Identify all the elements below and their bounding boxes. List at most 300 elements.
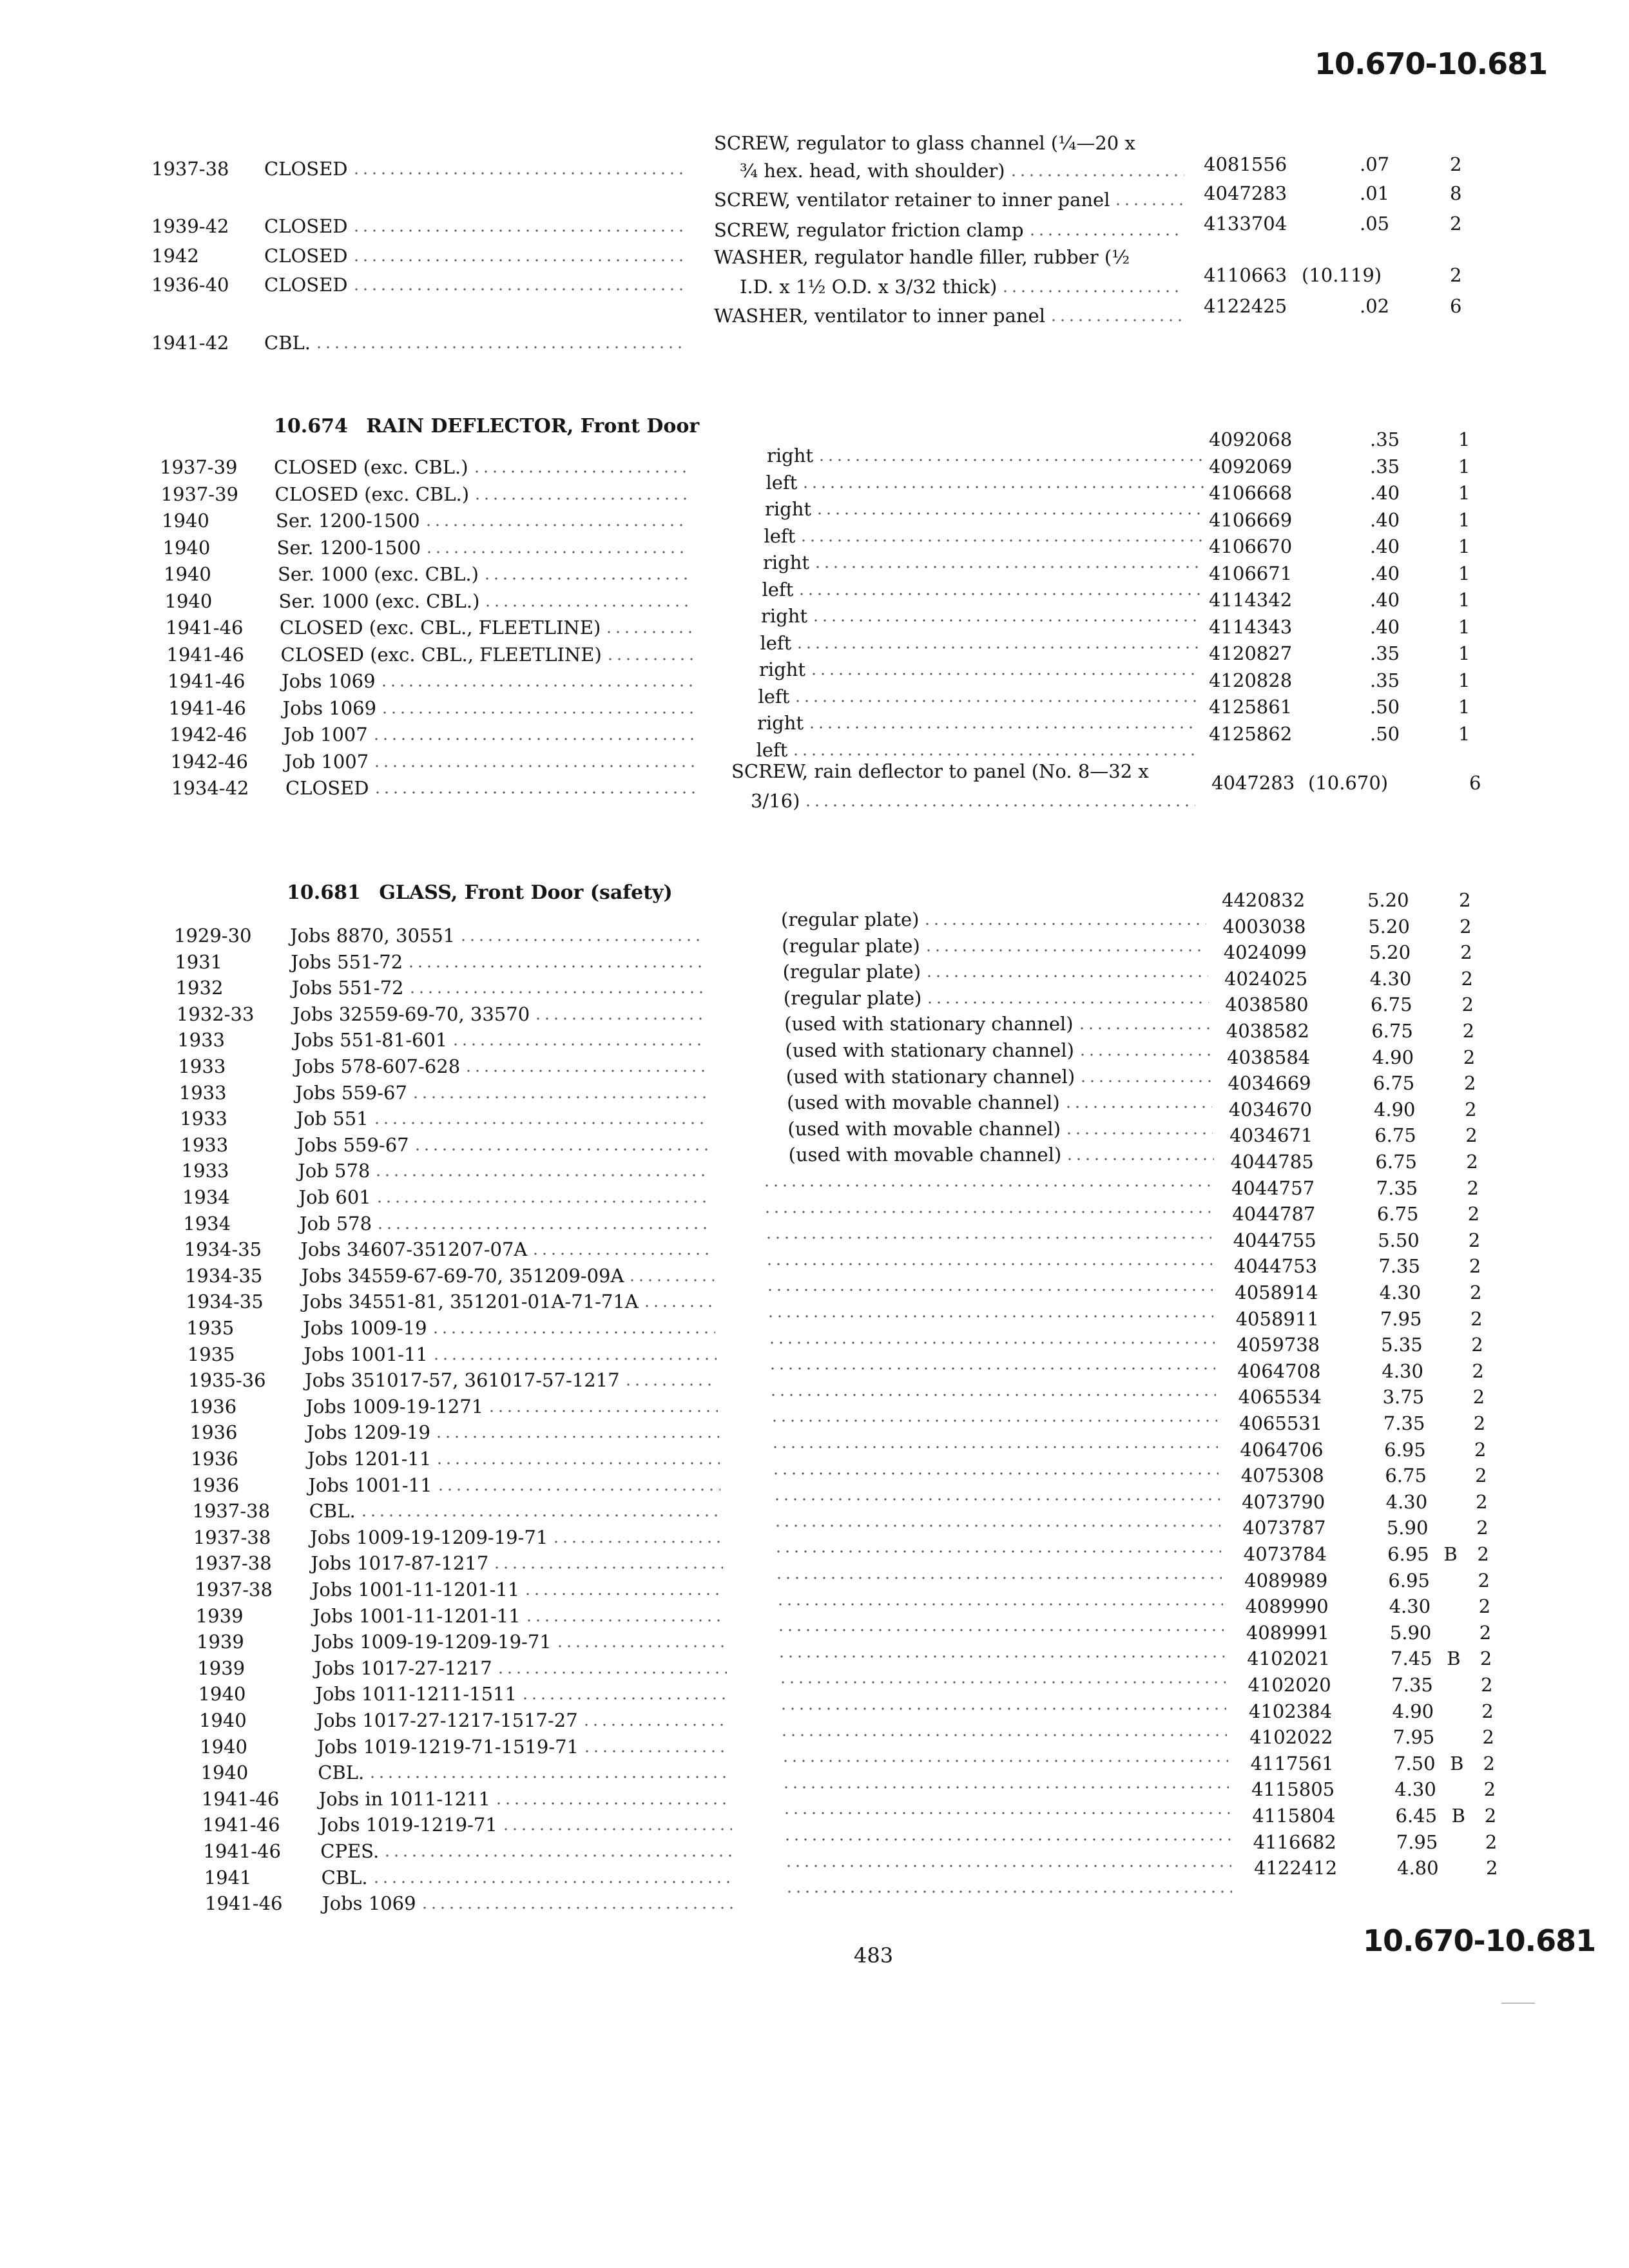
dot-leader — [431, 1331, 716, 1334]
quantity: 2 — [1470, 1307, 1483, 1330]
item-description — [714, 302, 1184, 327]
note-cell — [787, 1115, 1213, 1140]
dot-leader — [1065, 1131, 1213, 1135]
side-cell-label: right — [757, 712, 804, 734]
quantity: 1 — [1458, 615, 1470, 638]
description-cell-label: Jobs 1069 — [322, 1892, 416, 1915]
year-cell: 1937-38 — [194, 1552, 272, 1575]
year-cell: 1929-30 — [174, 925, 252, 947]
year-cell: 1934 — [182, 1186, 230, 1208]
price: 4.30 — [1394, 1778, 1436, 1801]
quantity: 2 — [1468, 1229, 1481, 1251]
dot-leader — [483, 577, 690, 581]
description-cell-label: CLOSED — [264, 215, 348, 237]
year-cell: 1941-42 — [151, 332, 229, 354]
description-cell-label: Jobs 34607-351207-07A — [300, 1238, 528, 1261]
dot-leader — [407, 965, 703, 968]
quantity: 2 — [1463, 1072, 1476, 1095]
item-description — [714, 186, 1184, 211]
price: 7.95 — [1380, 1307, 1422, 1330]
side-cell-label: right — [761, 605, 808, 627]
quantity: 2 — [1470, 1282, 1482, 1303]
note-cell — [784, 1010, 1210, 1035]
quantity: 1 — [1458, 589, 1470, 611]
b-flag: B — [1443, 1543, 1458, 1565]
part-number: 4114342 — [1209, 589, 1293, 611]
price: 4.90 — [1392, 1700, 1434, 1722]
note-leader — [769, 1481, 1220, 1506]
dot-leader — [352, 258, 683, 262]
quantity: 6 — [1469, 772, 1481, 794]
screw-description-cont-label: 3/16) — [751, 790, 800, 812]
year-cell: 1942-46 — [170, 750, 249, 773]
year-cell: 1934 — [183, 1212, 231, 1235]
part-number: 4003038 — [1222, 915, 1306, 937]
year-cell: 1940 — [164, 590, 213, 612]
description-cell — [290, 922, 702, 947]
description-cell-label: Jobs 1201-11 — [307, 1448, 432, 1470]
description-cell-label: Jobs in 1011-1211 — [318, 1787, 490, 1810]
description-cell — [312, 1576, 724, 1600]
dot-leader — [492, 1566, 723, 1570]
note-cell — [783, 958, 1208, 983]
price: 6.75 — [1385, 1465, 1427, 1487]
top-section-code: 10.670-10.681 — [1315, 46, 1548, 81]
note-cell — [786, 1063, 1211, 1088]
item-description: SCREW, regulator to glass channel (¼—20 x — [714, 132, 1135, 154]
price: 7.35 — [1376, 1177, 1418, 1199]
quantity: 2 — [1450, 153, 1462, 175]
quantity: 1 — [1458, 482, 1470, 504]
quantity: 2 — [1484, 1805, 1497, 1827]
dot-leader — [1028, 233, 1184, 236]
description-cell-label: Jobs 1001-11 — [308, 1474, 432, 1496]
description-cell — [264, 329, 683, 354]
description-cell — [284, 721, 696, 745]
part-number: 4115805 — [1251, 1778, 1335, 1801]
description-cell-label: Ser. 1200-1500 — [276, 510, 420, 532]
description-cell-label: Jobs 1001-11-1201-11 — [313, 1604, 521, 1627]
quantity: 2 — [1477, 1543, 1489, 1565]
note-leader — [764, 1325, 1215, 1349]
part-number: 4034670 — [1228, 1098, 1312, 1120]
description-cell — [317, 1733, 729, 1758]
side-cell-label: left — [760, 631, 792, 654]
description-cell-label: CPES. — [320, 1840, 380, 1862]
year-cell: 1939-42 — [151, 215, 229, 237]
dot-leader — [1001, 289, 1184, 293]
price: .50 — [1370, 722, 1400, 745]
dot-leader — [766, 1288, 1213, 1292]
dot-leader — [770, 1419, 1217, 1423]
part-number: 4133704 — [1204, 213, 1287, 235]
description-cell-label: CLOSED — [264, 245, 348, 267]
description-cell-label: Jobs 551-72 — [291, 977, 404, 999]
quantity: 2 — [1481, 1700, 1494, 1722]
price: .02 — [1360, 295, 1390, 317]
description-cell-label: Jobs 559-67 — [295, 1081, 407, 1104]
bottom-section-code: 10.670-10.681 — [1363, 1923, 1596, 1958]
description-cell-label: Jobs 1009-19-1271 — [305, 1395, 484, 1418]
dot-leader — [472, 470, 686, 474]
note-leader — [780, 1848, 1231, 1872]
year-cell: 1934-35 — [184, 1264, 263, 1287]
description-cell — [309, 1497, 722, 1522]
part-number: 4075308 — [1240, 1465, 1324, 1487]
part-number: 4065531 — [1239, 1412, 1323, 1434]
dot-leader — [552, 1540, 722, 1544]
side-cell — [765, 495, 1203, 520]
item-description-label: ¾ hex. head, with shoulder) — [740, 160, 1005, 182]
dot-leader — [771, 1445, 1218, 1449]
dot-leader — [582, 1723, 729, 1727]
price: .05 — [1360, 213, 1390, 235]
quantity: 2 — [1461, 967, 1473, 990]
year-cell: 1940 — [162, 510, 209, 532]
note-leader — [778, 1795, 1229, 1820]
description-cell — [285, 748, 697, 773]
description-cell-label: Jobs 1009-19 — [303, 1317, 427, 1339]
price: .40 — [1370, 535, 1400, 557]
description-cell-label: Job 578 — [298, 1160, 371, 1182]
description-cell — [296, 1105, 708, 1129]
description-cell — [305, 1393, 718, 1418]
part-number: 4092068 — [1209, 428, 1293, 450]
year-cell: 1940 — [198, 1709, 247, 1731]
quantity: 2 — [1478, 1595, 1491, 1618]
year-cell: 1941-46 — [166, 617, 244, 639]
description-cell — [310, 1524, 722, 1548]
quantity: 2 — [1483, 1752, 1495, 1774]
quantity: 2 — [1450, 213, 1462, 235]
dot-leader — [606, 657, 693, 661]
side-cell-label: left — [758, 685, 790, 707]
quantity: 1 — [1458, 508, 1470, 531]
dot-leader — [360, 1514, 722, 1517]
part-number: 4102022 — [1249, 1726, 1333, 1749]
dot-leader — [774, 1550, 1221, 1553]
quantity: 1 — [1458, 696, 1470, 718]
description-cell — [307, 1445, 720, 1470]
dot-leader — [434, 1435, 719, 1439]
note-leader — [778, 1769, 1229, 1794]
side-cell — [762, 576, 1200, 601]
description-cell-label: Job 1007 — [284, 724, 368, 745]
note-leader — [767, 1429, 1218, 1454]
dot-leader — [809, 672, 1197, 676]
part-number: 4073787 — [1242, 1517, 1326, 1539]
price: .40 — [1370, 482, 1400, 504]
description-cell — [320, 1838, 733, 1862]
quantity: 2 — [1471, 1334, 1483, 1356]
note-leader — [761, 1246, 1212, 1271]
quantity: 2 — [1465, 1098, 1477, 1120]
year-cell: 1939 — [197, 1631, 244, 1653]
dot-leader — [765, 1262, 1212, 1266]
price: 7.35 — [1383, 1412, 1425, 1434]
item-description-label: WASHER, ventilator to inner panel — [714, 305, 1045, 327]
quantity: 2 — [1480, 1648, 1492, 1670]
quantity: 2 — [1482, 1726, 1494, 1749]
part-number: 4059738 — [1236, 1334, 1320, 1356]
dot-leader — [1065, 1157, 1213, 1161]
part-number: 4044757 — [1231, 1177, 1315, 1199]
quantity: 8 — [1450, 182, 1462, 204]
dot-leader — [383, 1854, 733, 1858]
dot-leader — [1113, 202, 1184, 206]
side-cell-label: left — [762, 578, 794, 601]
side-cell — [766, 469, 1204, 494]
note-cell — [789, 1141, 1214, 1166]
dot-leader — [372, 764, 697, 768]
dot-leader — [473, 497, 687, 501]
section-heading: GLASS, Front Door (safety) — [379, 881, 673, 904]
dot-leader — [501, 1827, 732, 1831]
year-cell: 1939 — [197, 1657, 246, 1679]
dot-leader — [1009, 173, 1184, 177]
price: 6.75 — [1375, 1151, 1417, 1173]
year-cell: 1932 — [175, 977, 224, 999]
description-cell — [281, 641, 693, 666]
dot-leader — [380, 684, 694, 687]
price: 7.95 — [1393, 1726, 1435, 1749]
description-cell — [322, 1890, 735, 1914]
price: 4.30 — [1382, 1360, 1423, 1382]
note-leader — [773, 1612, 1224, 1637]
dot-leader — [376, 1226, 712, 1230]
description-cell-label: Jobs 1001-11-1201-11 — [311, 1579, 520, 1600]
description-cell — [314, 1655, 727, 1679]
dot-leader — [923, 922, 1206, 926]
year-cell: 1931 — [175, 950, 223, 973]
dot-leader — [763, 1210, 1210, 1214]
quantity: 2 — [1473, 1412, 1486, 1434]
description-cell — [293, 1026, 706, 1051]
note-leader — [769, 1508, 1220, 1532]
part-number: 4047283 — [1204, 182, 1287, 204]
part-number: 4106670 — [1209, 535, 1293, 557]
side-cell — [757, 736, 1195, 761]
note-cell-label: (used with stationary channel) — [786, 1065, 1075, 1088]
description-cell-label: Jobs 32559-69-70, 33570 — [293, 1003, 530, 1025]
description-cell — [313, 1628, 726, 1653]
dot-leader — [776, 1628, 1224, 1632]
year-cell: 1941-46 — [166, 643, 245, 666]
note-leader — [777, 1743, 1228, 1767]
dot-leader — [769, 1393, 1216, 1397]
screw-description-cont — [751, 787, 1195, 812]
price: 6.75 — [1376, 1203, 1419, 1225]
note-leader — [762, 1298, 1213, 1323]
description-cell-label: Jobs 1001-11 — [304, 1343, 428, 1365]
quantity: 1 — [1458, 428, 1470, 450]
year-cell: 1934-35 — [186, 1291, 264, 1313]
part-number: 4114343 — [1209, 615, 1293, 638]
description-cell — [276, 507, 688, 532]
description-cell-label: Job 1007 — [284, 750, 369, 773]
year-cell: 1937-38 — [151, 158, 229, 180]
price: 7.35 — [1378, 1255, 1420, 1278]
description-cell-label: CBL. — [318, 1762, 365, 1784]
part-number: 4047283 — [1211, 772, 1295, 794]
part-number: 4034671 — [1229, 1124, 1313, 1147]
description-cell-label: Jobs 1017-87-1217 — [311, 1552, 489, 1575]
part-number: 4044755 — [1233, 1229, 1316, 1251]
dot-leader — [368, 1775, 730, 1779]
dot-leader — [314, 345, 683, 349]
dot-leader — [781, 1759, 1228, 1763]
year-cell: 1933 — [180, 1108, 227, 1130]
year-cell: 1933 — [178, 1055, 226, 1077]
price: 4.80 — [1397, 1857, 1439, 1879]
quantity: 2 — [1472, 1386, 1485, 1408]
note-cell-label: (used with movable channel) — [787, 1091, 1060, 1114]
description-cell-label: CBL. — [309, 1500, 356, 1523]
note-leader — [762, 1272, 1213, 1296]
price: 7.45 — [1391, 1648, 1432, 1670]
section-heading: RAIN DEFLECTOR, Front Door — [366, 415, 700, 437]
note-cell-label: (regular plate) — [782, 961, 921, 983]
year-cell: 1941-46 — [202, 1814, 280, 1836]
side-cell — [763, 549, 1201, 573]
year-cell: 1933 — [178, 1081, 227, 1104]
item-description — [714, 216, 1184, 241]
description-cell — [293, 1001, 705, 1025]
year-cell: 1940 — [164, 563, 211, 585]
note-cell — [782, 932, 1207, 957]
item-description-label: SCREW, regulator friction clamp — [714, 219, 1024, 241]
description-cell-label: Job 601 — [298, 1186, 371, 1208]
description-cell-label: Jobs 551-72 — [291, 950, 403, 973]
dot-leader — [604, 630, 692, 634]
quantity: 2 — [1474, 1465, 1487, 1487]
part-number: 4106668 — [1209, 482, 1293, 504]
year-cell: 1935 — [187, 1343, 235, 1365]
dot-leader — [782, 1811, 1229, 1815]
year-cell: 1933 — [180, 1133, 229, 1156]
note-leader — [772, 1586, 1223, 1611]
side-cell-label: left — [766, 471, 798, 494]
description-cell — [303, 1314, 715, 1339]
price: .07 — [1360, 153, 1390, 175]
year-cell: 1935-36 — [188, 1369, 266, 1392]
side-cell — [757, 709, 1195, 734]
price: 6.95 — [1387, 1543, 1429, 1565]
year-cell: 1937-39 — [160, 456, 238, 478]
dot-leader — [464, 1069, 707, 1073]
description-cell-label: Jobs 1019-1219-71-1519-71 — [316, 1735, 579, 1758]
note-cell-label: (used with movable channel) — [787, 1117, 1061, 1140]
note-cell — [784, 985, 1209, 1009]
note-leader — [775, 1664, 1226, 1689]
dot-leader — [1078, 1053, 1211, 1057]
price: 6.75 — [1374, 1124, 1416, 1147]
price: (10.119) — [1302, 264, 1382, 286]
scan-mark — [1501, 2003, 1535, 2004]
dot-leader — [782, 1785, 1229, 1789]
part-number: 4125861 — [1209, 696, 1293, 718]
year-cell: 1940 — [198, 1683, 246, 1706]
dot-leader — [797, 592, 1200, 596]
dot-leader — [372, 1880, 734, 1884]
price: 6.45 — [1395, 1805, 1438, 1827]
note-cell — [787, 1089, 1212, 1113]
part-number: 4024099 — [1223, 941, 1307, 964]
description-cell-label: Jobs 1209-19 — [306, 1421, 430, 1444]
dot-leader — [420, 1906, 735, 1910]
part-number: 4102384 — [1248, 1700, 1333, 1722]
quantity: 2 — [1483, 1778, 1496, 1801]
note-leader — [776, 1717, 1227, 1742]
note-leader — [760, 1220, 1211, 1244]
description-cell — [322, 1864, 734, 1888]
dot-leader — [775, 1576, 1222, 1580]
year-cell: 1940 — [162, 536, 211, 559]
dot-leader — [817, 458, 1205, 462]
screw-description: SCREW, rain deflector to panel (No. 8—32 x — [731, 760, 1149, 782]
description-cell — [298, 1157, 710, 1182]
description-cell — [302, 1262, 714, 1287]
dot-leader — [424, 523, 688, 527]
description-cell-label: Jobs 551-81-601 — [293, 1029, 448, 1052]
part-number: 4038584 — [1227, 1046, 1311, 1068]
price: 5.90 — [1389, 1621, 1432, 1644]
quantity: 2 — [1465, 1124, 1478, 1147]
dot-leader — [624, 1383, 717, 1387]
dot-leader — [815, 512, 1203, 515]
note-leader — [771, 1560, 1222, 1584]
description-cell-label: Jobs 1009-19-1209-19-71 — [310, 1526, 548, 1548]
year-cell: 1937-38 — [195, 1579, 273, 1600]
price: 5.50 — [1378, 1229, 1420, 1251]
description-cell — [291, 948, 703, 973]
note-cell — [781, 906, 1206, 930]
dot-leader — [374, 1173, 710, 1177]
year-cell: 1941 — [204, 1866, 252, 1888]
part-number: 4044753 — [1233, 1255, 1318, 1278]
dot-leader — [534, 1017, 705, 1021]
part-number: 4120827 — [1209, 642, 1293, 664]
side-cell — [759, 656, 1197, 680]
dot-leader — [531, 1252, 713, 1256]
year-cell: 1942 — [151, 245, 199, 267]
dot-leader — [372, 737, 696, 741]
price: 5.20 — [1369, 941, 1411, 964]
dot-leader — [801, 485, 1204, 489]
description-cell — [297, 1131, 709, 1156]
year-cell: 1936 — [189, 1395, 237, 1418]
part-number: 4038582 — [1226, 1020, 1309, 1042]
price: .40 — [1370, 615, 1400, 638]
price: .35 — [1370, 642, 1400, 664]
part-number: 4106669 — [1209, 508, 1293, 531]
year-cell: 1942-46 — [169, 724, 247, 745]
note-cell-label: (used with movable channel) — [788, 1144, 1062, 1166]
description-cell — [277, 534, 689, 559]
dot-leader — [766, 1314, 1213, 1318]
year-cell: 1936-40 — [151, 274, 229, 296]
note-cell-label: (used with stationary channel) — [784, 1013, 1074, 1035]
price: 6.95 — [1388, 1569, 1430, 1591]
note-cell — [785, 1037, 1210, 1061]
description-cell-label: Jobs 1069 — [282, 697, 377, 719]
section-title-10-681 — [287, 881, 673, 904]
part-number: 4117561 — [1250, 1752, 1334, 1774]
page-number: 483 — [854, 1943, 894, 1968]
side-cell-label: right — [759, 658, 806, 680]
b-flag: B — [1451, 1805, 1465, 1827]
description-cell-label: Jobs 559-67 — [296, 1133, 409, 1156]
